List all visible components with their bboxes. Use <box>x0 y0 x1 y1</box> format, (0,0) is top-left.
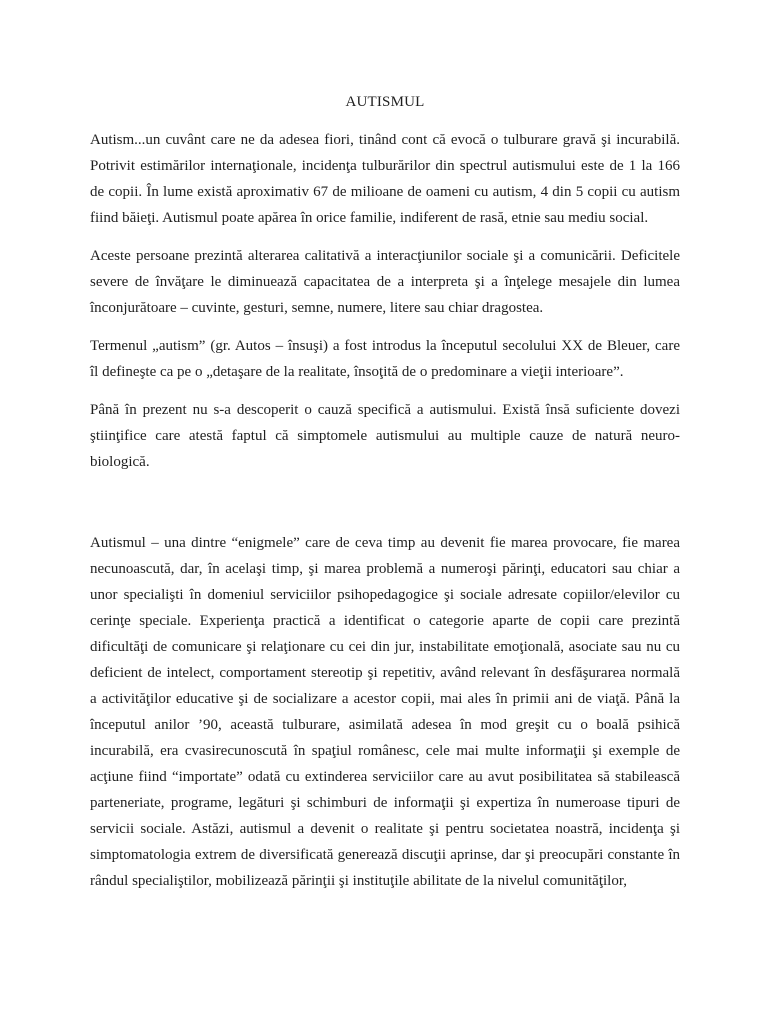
paragraph-intro <box>90 127 680 231</box>
text-line: deficient de intelect, comportament stereotip şi repetitiv, având relevant în desfăşurarea normală <box>90 665 680 681</box>
text-line: ştiinţifice care atestă faptul că simptomele autismului au multiple cauze de natură neuro- <box>90 428 680 444</box>
text-line: parteneriate, programe, legături şi schimburi de informaţii şi expertiza în numeroase tipuri de <box>90 795 680 811</box>
paragraph-causes <box>90 397 680 475</box>
text-line: acţiune fiind “importate” odată cu extinderea serviciilor care au avut posibilitatea să stabilească <box>90 769 680 785</box>
text-line: simptomatologia extrem de diversificată generează discuţii aprinse, dar şi preocupări constante în <box>90 847 680 863</box>
text-line: Aceste persoane prezintă alterarea calitativă a interacţiunilor sociale şi a comunicării. Deficitele <box>90 248 680 264</box>
text-line: servicii sociale. Astăzi, autismul a devenit o realitate şi pentru societatea noastră, incidenţa şi <box>90 821 680 837</box>
text-line: severe de învăţare le diminuează capacitatea de a interpreta şi a înţelege mesajele din lumea <box>90 274 680 290</box>
text-line: fiind băieţi. Autismul poate apărea în orice familie, indiferent de rasă, etnie sau mediu social. <box>90 210 649 226</box>
document-body <box>90 89 680 906</box>
text-line: unor specialişti în domeniul serviciilor psihopedagogice şi sociale adresate copiilor/elevilor cu <box>90 587 680 603</box>
text-line: biologică. <box>90 454 150 470</box>
text-line: a activităţilor educative şi de socializare a acestor copii, mai ales în primii ani de viaţă. Până la <box>90 691 680 707</box>
text-line: îl defineşte ca pe o „detaşare de la realitate, însoţită de o predominare a vieţii interioare”. <box>90 364 624 380</box>
document-title: AUTISMUL <box>345 94 425 110</box>
text-line: Până în prezent nu s-a descoperit o cauză specifică a autismului. Există însă suficiente dovezi <box>90 402 680 418</box>
text-line: de copii. În lume există aproximativ 67 de milioane de oameni cu autism, 4 din 5 copii cu autism <box>90 184 680 200</box>
text-line: Termenul „autism” (gr. Autos – însuşi) a fost introdus la începutul secolului XX de Bleuer, care <box>90 338 680 354</box>
text-line: înconjurătoare – cuvinte, gesturi, semne, numere, litere sau chiar dragostea. <box>90 300 544 316</box>
paragraph-term-origin <box>90 333 680 385</box>
text-line: începutul anilor ’90, această tulburare, asimilată adesea în mod greşit cu o boală psihică <box>90 717 680 733</box>
paragraph-characteristics <box>90 243 680 321</box>
text-line: rândul specialiştilor, mobilizează părinţii şi instituţile abilitate de la nivelul comunităţilor, <box>90 873 627 889</box>
text-line: cerinţe speciale. Experienţa practică a identificat o categorie aparte de copii care prezintă <box>90 613 680 629</box>
text-line: incurabilă, era cvasirecunoscută în spaţiul românesc, cele mai multe informaţii şi exemple de <box>90 743 680 759</box>
text-line: Autism...un cuvânt care ne da adesea fiori, tinând cont că evocă o tulburare gravă şi incurabilă. <box>90 132 680 148</box>
text-line: dificultăţi de comunicare şi relaţionare cu cei din jur, instabilitate emoţională, asociate sau nu cu <box>90 639 680 655</box>
section-gap <box>90 487 680 530</box>
text-line: necunoascută, dar, în acelaşi timp, şi marea problemă a numeroşi părinţi, educatori sau chiar a <box>90 561 680 577</box>
paragraph-enigma <box>90 530 680 894</box>
text-line: Autismul – una dintre “enigmele” care de ceva timp au devenit fie marea provocare, fie marea <box>90 535 680 551</box>
text-line: Potrivit estimărilor internaţionale, incidenţa tulburărilor din spectrul autismului este de 1 la 166 <box>90 158 680 174</box>
